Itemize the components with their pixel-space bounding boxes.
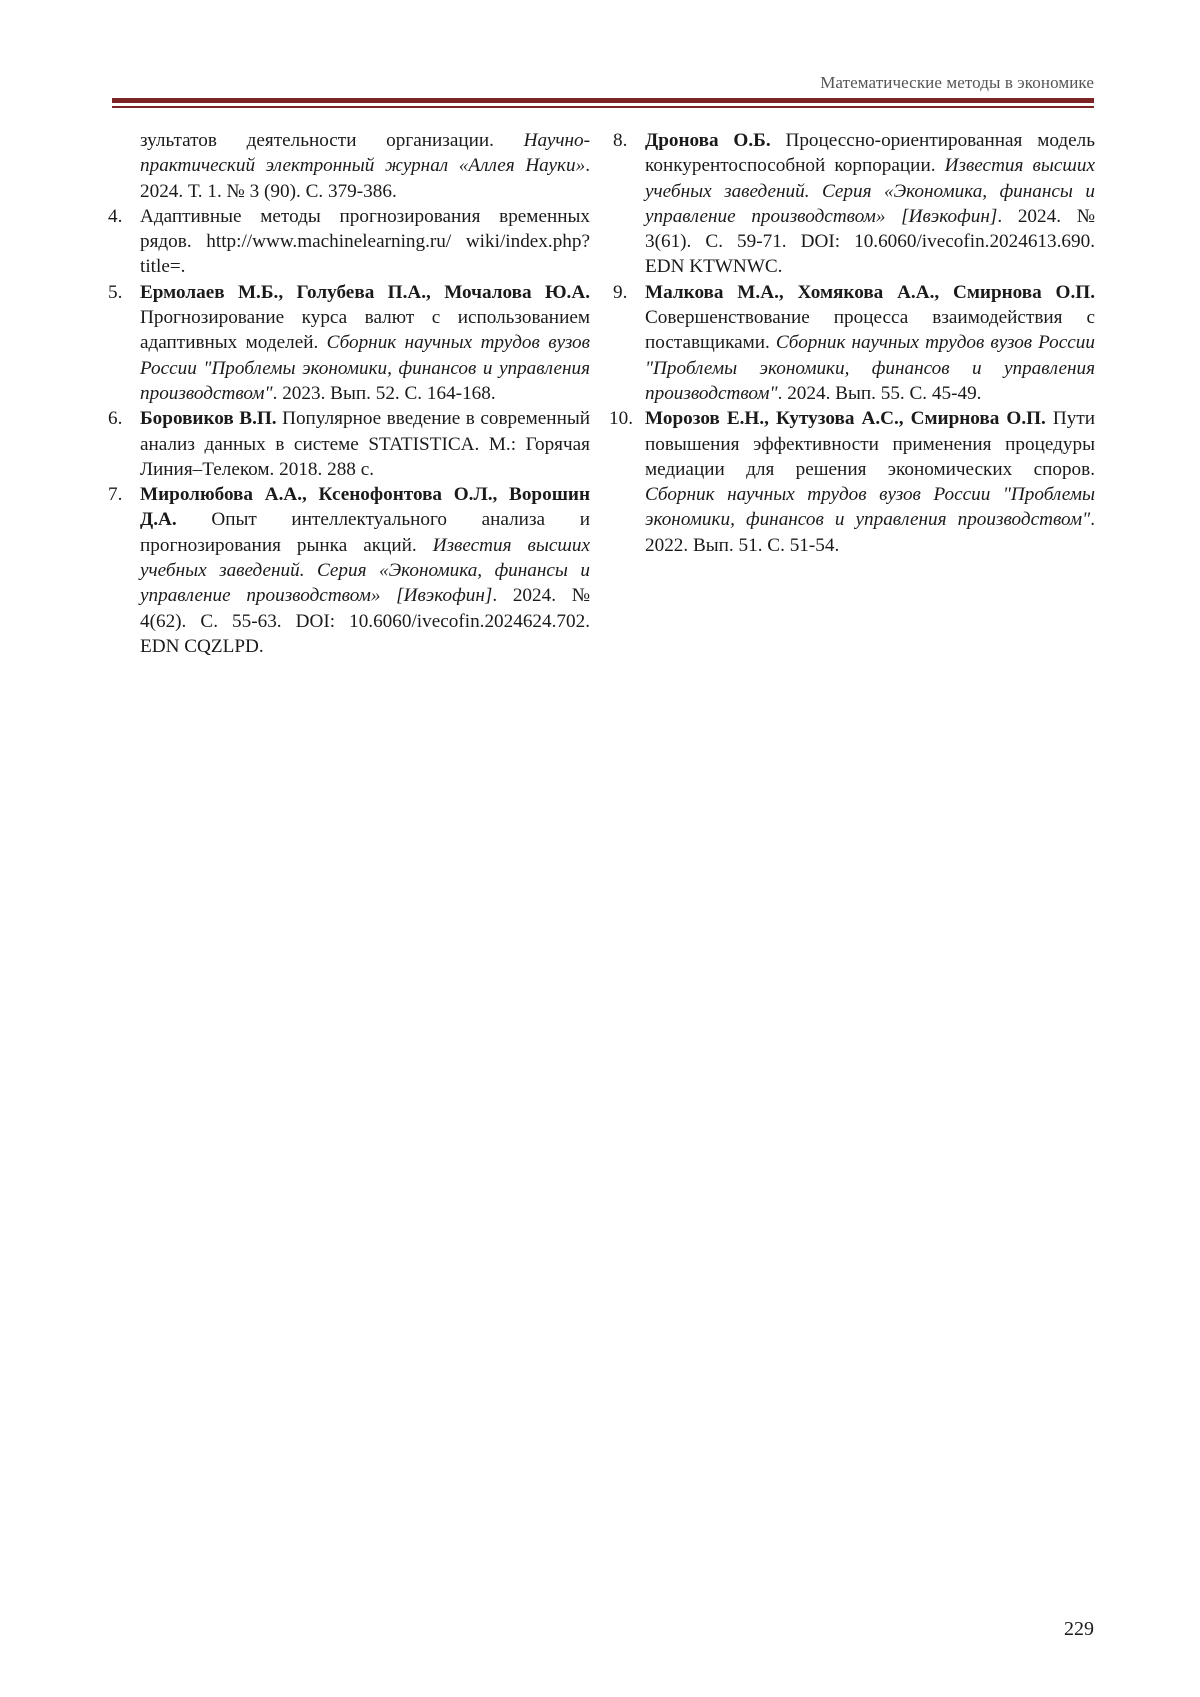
reference-10 bbox=[609, 406, 1095, 558]
references-right-column bbox=[609, 128, 1095, 558]
reference-details: . 2024. Т. 1. № 3 (90). С. 379-386. bbox=[140, 155, 590, 202]
running-header-title: Математические методы в экономике bbox=[820, 73, 1094, 92]
reference-4 bbox=[108, 204, 590, 280]
reference-title: Совершенствование процесса взаимодействия с поставщиками. bbox=[645, 307, 1095, 354]
reference-details: . 2024. Вып. 55. С. 45-49. bbox=[777, 382, 982, 404]
reference-authors: Ермолаев М.Б., Голубева П.А., Мочалова Ю.А. bbox=[140, 281, 590, 303]
reference-number: 7. bbox=[108, 484, 123, 506]
reference-authors: Миролюбова А.А., Ксенофонтова О.Л., Ворошин Д.А. bbox=[140, 484, 590, 531]
reference-8 bbox=[613, 128, 1095, 280]
reference-text: Адаптивные методы прогнозирования временных рядов. http://www.machinelearning.ru/ wiki/index.php?title=. bbox=[140, 205, 590, 278]
reference-details: . 2024. № 4(62). С. 55-63. DOI: 10.6060/ivecofin.2024624.702. EDN CQZLPD. bbox=[140, 585, 590, 657]
reference-7 bbox=[108, 482, 590, 659]
reference-number: 9. bbox=[613, 281, 628, 303]
reference-title: Опыт интеллектуального анализа и прогнозирования рынка акций. bbox=[140, 509, 590, 556]
reference-authors: Дронова О.Б. bbox=[645, 130, 771, 151]
reference-title: Процессно-ориентированная модель конкурентоспособной корпорации. bbox=[645, 130, 1095, 177]
reference-number: 5. bbox=[108, 281, 123, 303]
references-left-column bbox=[108, 128, 590, 659]
reference-3-continuation bbox=[140, 128, 590, 204]
reference-text: зультатов деятельности организации. bbox=[140, 130, 524, 151]
reference-authors: Боровиков В.П. bbox=[140, 408, 277, 430]
reference-details: . 2022. Вып. 51. С. 51-54. bbox=[645, 509, 1095, 556]
reference-details: . 2023. Вып. 52. С. 164-168. bbox=[272, 382, 496, 404]
reference-journal: Сборник научных трудов вузов России "Проблемы экономики, финансов и управления производством" bbox=[645, 484, 1095, 531]
reference-5 bbox=[108, 280, 590, 406]
reference-journal: Научно-практический электронный журнал «Аллея Науки» bbox=[140, 130, 590, 177]
reference-number: 6. bbox=[108, 408, 123, 430]
header-rule-thick bbox=[112, 98, 1094, 103]
reference-journal: Известия высших учебных заведений. Серия «Экономика, финансы и управление производством» [Ивэкофин] bbox=[140, 534, 590, 607]
reference-journal: Сборник научных трудов вузов России "Проблемы экономики, финансов и управления производством" bbox=[645, 332, 1095, 404]
reference-journal: Сборник научных трудов вузов России "Проблемы экономики, финансов и управления производством" bbox=[140, 332, 590, 404]
reference-authors: Малкова М.А., Хомякова А.А., Смирнова О.П. bbox=[645, 281, 1095, 303]
reference-number: 10. bbox=[609, 408, 633, 430]
reference-number: 8. bbox=[613, 130, 628, 151]
reference-9 bbox=[613, 280, 1095, 406]
page-number: 229 bbox=[1064, 1618, 1094, 1640]
reference-title: Пути повышения эффективности применения процедуры медиации для решения экономических споров. bbox=[645, 408, 1095, 480]
header-rule-thin bbox=[112, 106, 1094, 108]
reference-title: Популярное введение в современный анализ данных в системе STATISTICA. М.: Горячая Линия–Телеком. 2018. 288 с. bbox=[140, 408, 590, 480]
reference-title: Прогнозирование курса валют с использованием адаптивных моделей. bbox=[140, 307, 590, 354]
reference-details: . 2024. № 3(61). С. 59-71. DOI: 10.6060/ivecofin.2024613.690. EDN KTWNWC. bbox=[645, 205, 1095, 278]
reference-authors: Морозов Е.Н., Кутузова А.С., Смирнова О.П. bbox=[645, 408, 1046, 430]
reference-6 bbox=[108, 406, 590, 482]
reference-journal: Известия высших учебных заведений. Серия «Экономика, финансы и управление производством» [Ивэкофин] bbox=[645, 155, 1095, 227]
reference-number: 4. bbox=[108, 205, 123, 227]
